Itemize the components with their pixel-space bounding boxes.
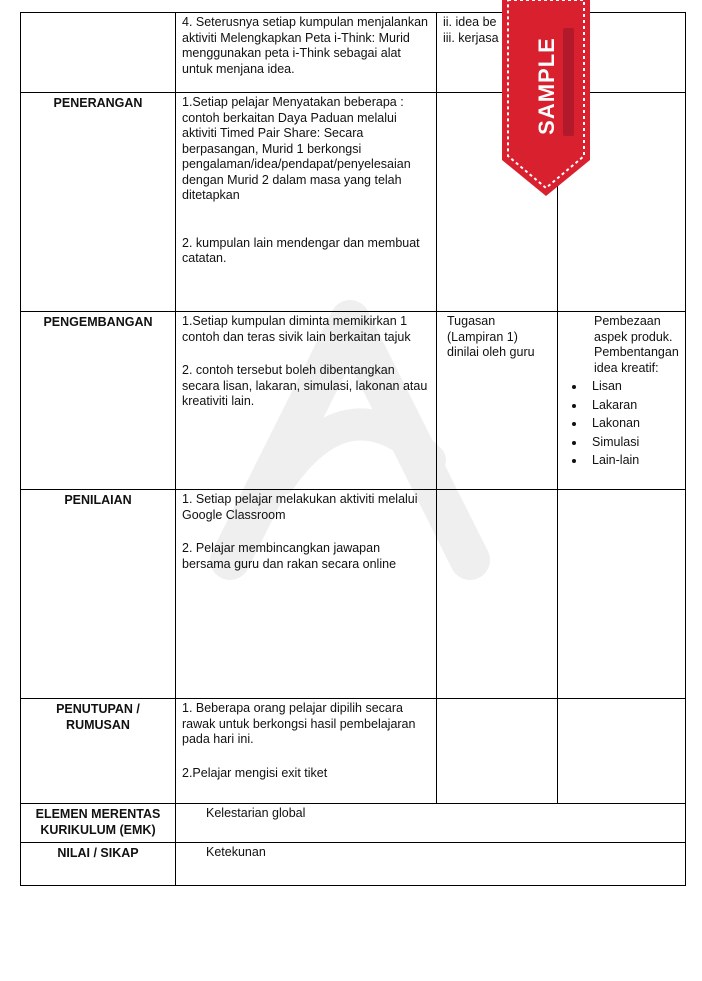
stage-label: PENGEMBANGAN bbox=[21, 312, 176, 490]
table-row bbox=[21, 312, 686, 490]
nilai-value: Ketekunan bbox=[176, 843, 686, 886]
activity-text: 1.Setiap kumpulan diminta memikirkan 1 contoh dan teras sivik lain berkaitan tajuk bbox=[182, 314, 411, 344]
list-item: • Lakonan bbox=[586, 416, 679, 432]
stage-label-line: RUMUSAN bbox=[66, 717, 130, 732]
emk-label-line: KURIKULUM (EMK) bbox=[40, 822, 156, 837]
table-row bbox=[21, 804, 686, 843]
activity-cell bbox=[176, 699, 437, 804]
differentiation-list bbox=[564, 379, 679, 469]
assessment-text: iii. kerjasa bbox=[443, 30, 499, 45]
stage-label: PENERANGAN bbox=[21, 93, 176, 312]
stage-label-line: PENUTUPAN / bbox=[56, 702, 140, 716]
ribbon-tag bbox=[563, 28, 574, 136]
assessment-text: ii. idea be bbox=[443, 15, 497, 29]
notes-cell bbox=[558, 699, 686, 804]
assessment-text: Tugasan (Lampiran 1) dinilai oleh guru bbox=[447, 314, 535, 359]
activity-text: 2.Pelajar mengisi exit tiket bbox=[182, 765, 328, 780]
stage-cell bbox=[21, 13, 176, 93]
assessment-cell bbox=[437, 699, 558, 804]
activity-text: 4. Seterusnya setiap kumpulan menjalankan aktiviti Melengkapkan Peta i-Think: Murid menggunakan peta i-Think sebagai alat untuk menjana idea. bbox=[182, 15, 428, 76]
notes-cell bbox=[558, 312, 686, 490]
list-item: • Lisan bbox=[586, 379, 679, 395]
emk-label-line: ELEMEN MERENTAS bbox=[35, 807, 161, 821]
activity-cell bbox=[176, 93, 437, 312]
activity-cell bbox=[176, 13, 437, 93]
list-item: • Lain-lain bbox=[586, 453, 679, 469]
activity-cell bbox=[176, 490, 437, 699]
activity-text: 2. kumpulan lain mendengar dan membuat catatan. bbox=[182, 235, 420, 265]
stage-label: PENILAIAN bbox=[21, 490, 176, 699]
differentiation-text: Pembezaan aspek produk. Pembentangan idea kreatif: bbox=[594, 314, 679, 375]
emk-value: Kelestarian global bbox=[176, 804, 686, 843]
table-row bbox=[21, 699, 686, 804]
stage-label bbox=[21, 699, 176, 804]
activity-cell bbox=[176, 312, 437, 490]
activity-text: 1. Setiap pelajar melakukan aktiviti melalui Google Classroom bbox=[182, 492, 418, 522]
assessment-cell bbox=[437, 312, 558, 490]
table-row bbox=[21, 490, 686, 699]
notes-cell bbox=[558, 490, 686, 699]
sample-label: SAMPLE bbox=[534, 37, 559, 135]
activity-text: 2. Pelajar membincangkan jawapan bersama guru dan rakan secara online bbox=[182, 541, 397, 571]
table-row bbox=[21, 843, 686, 886]
list-item: • Simulasi bbox=[586, 435, 679, 451]
activity-text: 1. Beberapa orang pelajar dipilih secara rawak untuk berkongsi hasil pembelajaran pada hari ini. bbox=[182, 701, 416, 746]
emk-label bbox=[21, 804, 176, 843]
assessment-cell bbox=[437, 490, 558, 699]
activity-text: 1.Setiap pelajar Menyatakan beberapa : contoh berkaitan Daya Paduan melalui aktiviti Timed Pair Share: Secara berpasangan, Murid 1 berkongsi pengalaman/idea/pendapat/penyelesaian dengan Murid 2 dalam masa yang telah ditetapkan bbox=[182, 95, 411, 202]
activity-text: 2. contoh tersebut boleh dibentangkan secara lisan, lakaran, simulasi, lakonan atau kreativiti lain. bbox=[182, 363, 428, 408]
list-item: • Lakaran bbox=[586, 398, 679, 414]
nilai-label: NILAI / SIKAP bbox=[21, 843, 176, 886]
